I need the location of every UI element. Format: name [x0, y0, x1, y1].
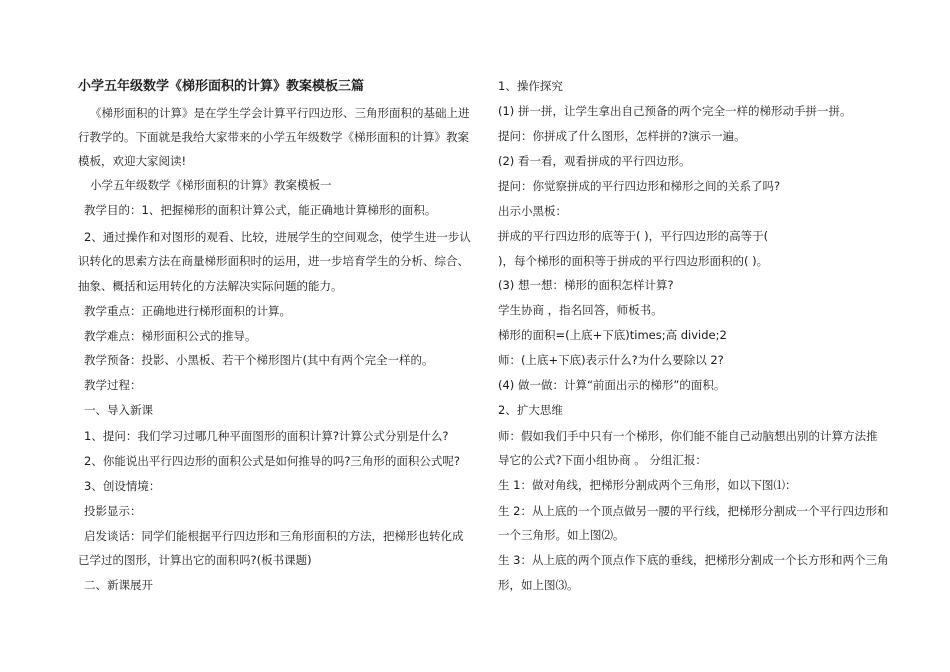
paragraph-line: 教学目的：1、把握梯形的面积计算公式，能正确地计算梯形的面积。 [84, 203, 437, 217]
paragraph-line: 投影显示： [84, 504, 142, 518]
paragraph-line: 1、提问：我们学习过哪几种平面图形的面积计算?计算公式分别是什么? [84, 429, 449, 443]
paragraph-line: 教学预备：投影、小黑板、若干个梯形图片(其中有两个完全一样的。 [84, 353, 434, 367]
paragraph-line: 师：(上底+下底)表示什么?为什么要除以 2? [498, 353, 724, 367]
document-title: 小学五年级数学《梯形面积的计算》教案模板三篇 [78, 79, 365, 94]
paragraph-line: (1) 拼一拼，让学生拿出自己预备的两个完全一样的梯形动手拼一拼。 [498, 104, 852, 118]
paragraph-line: 形，如上图⑶。 [498, 578, 579, 592]
paragraph-line: 教学过程： [84, 378, 142, 392]
paragraph-line: 学生协商 ，指名回答，师板书。 [498, 303, 663, 317]
paragraph-line: 一个三角形。如上图⑵。 [498, 528, 625, 542]
paragraph-line: 3、创设情境： [84, 479, 161, 493]
paragraph-line: (2) 看一看，观看拼成的平行四边形。 [498, 154, 691, 168]
paragraph-line: 提问：你觉察拼成的平行四边形和梯形之间的关系了吗? [498, 179, 781, 193]
paragraph-line: 教学难点：梯形面积公式的推导。 [84, 329, 257, 343]
paragraph-line: 生 1：做对角线，把梯形分割成两个三角形，如以下图⑴： [498, 478, 797, 492]
paragraph-line: 1、操作探究 [498, 79, 563, 93]
paragraph-line: 识转化的思索方法在商量梯形面积时的运用，进一步培育学生的分析、综合、 [78, 254, 469, 268]
paragraph-line: 出示小黑板： [498, 204, 567, 218]
paragraph-line: (3) 想一想：梯形的面积怎样计算? [498, 278, 674, 292]
paragraph-line: 教学重点：正确地进行梯形面积的计算。 [84, 304, 291, 318]
paragraph-line: 拼成的平行四边形的底等于( )，平行四边形的高等于( [498, 229, 769, 243]
paragraph-line: 《梯形面积的计算》是在学生学会计算平行四边形、三角形面积的基础上进 [90, 106, 470, 120]
paragraph-line: 已学过的图形，计算出它的面积吗?(板书课题) [78, 553, 312, 567]
paragraph-line: 二、新课展开 [84, 578, 153, 592]
paragraph-line: 小学五年级数学《梯形面积的计算》教案模板一 [90, 178, 332, 192]
paragraph-line: 2、通过操作和对图形的观看、比较，进展学生的空间观念，使学生进一步认 [84, 230, 471, 244]
paragraph-line: 行教学的。下面就是我给大家带来的小学五年级数学《梯形面积的计算》教案 [78, 130, 469, 144]
paragraph-line: 生 3：从上底的两个顶点作下底的垂线，把梯形分割成一个长方形和两个三角 [498, 553, 889, 567]
paragraph-line: 导它的公式?下面小组协商 。 分组汇报： [498, 453, 707, 467]
paragraph-line: 启发谈话：同学们能根据平行四边形和三角形面积的方法，把梯形也转化成 [84, 529, 464, 543]
paragraph-line: 生 2：从上底的一个顶点做另一腰的平行线，把梯形分割成一个平行四边形和 [498, 504, 889, 518]
formula-line: 梯形的面积=(上底+下底)times;高 divide;2 [498, 328, 727, 342]
paragraph-line: 抽象、概括和运用转化的方法解决实际问题的能力。 [78, 279, 343, 293]
paragraph-line: 2、扩大思维 [498, 403, 563, 417]
paragraph-line: 提问：你拼成了什么图形，怎样拼的?演示一遍。 [498, 129, 746, 143]
paragraph-line: (4) 做一做：计算“前面出示的梯形”的面积。 [498, 378, 726, 392]
paragraph-line: 2、你能说出平行四边形的面积公式是如何推导的吗?三角形的面积公式呢? [84, 454, 461, 468]
paragraph-line: 模板，欢迎大家阅读! [78, 154, 187, 168]
paragraph-line: 一、导入新课 [84, 403, 153, 417]
paragraph-line: )，每个梯形的面积等于拼成的平行四边形面积的( )。 [498, 254, 769, 268]
paragraph-line: 师：假如我们手中只有一个梯形，你们能不能自己动脑想出别的计算方法推 [498, 429, 878, 443]
